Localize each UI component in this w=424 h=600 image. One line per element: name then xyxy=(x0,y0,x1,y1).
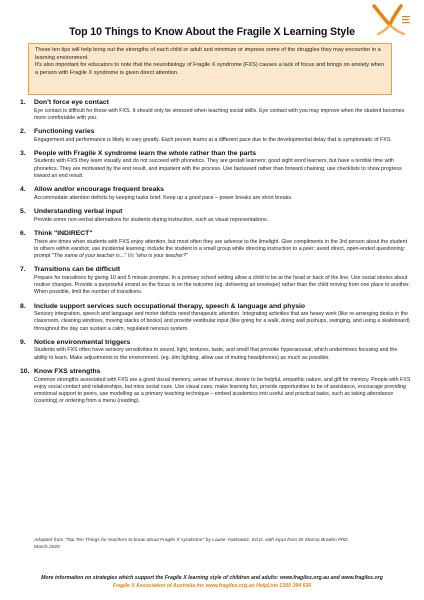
tip-number: 10. xyxy=(20,368,30,376)
tip-item-5 xyxy=(20,207,412,224)
tip-body: Prepare for transitions by giving 10 and 5 minute prompts. In a primary school setting allow a child to be at the head or back of the line. Use social stories about routine changes. Provide a purposeful errand so the focus is on the outcome (eg. delivering an envelope) rather than the child moving from one place to another. When possible, limit the number of transitions. xyxy=(34,274,411,296)
footer-info: More informaiton on strategies which support the Fragile X learning style of children and adults: www.fragilex.org.au and www.fragilex.org xyxy=(41,575,383,581)
tip-heading: Think "INDIRECT" xyxy=(34,230,93,238)
tip-body-text: There are times when students with FXS enjoy attention, but most often they are adverse to the limelight. Give compliments in the 3rd person about the student to others within earshot; use incidental learning; include the student in a small group while directing instruction to a peer; avoid direct, open-ended questioning: prompt xyxy=(34,238,408,259)
tip-heading: Notice environmental triggers xyxy=(34,338,131,346)
tips-list xyxy=(20,98,412,411)
tip-heading: Understanding verbal input xyxy=(34,208,123,216)
tip-body: Provide some non-verbal alternatives for students during instruction, such as visual representations. xyxy=(34,216,269,223)
tip-item-8 xyxy=(20,302,412,333)
tip-heading: Allow and/or encourage frequent breaks xyxy=(34,186,164,194)
credit-note xyxy=(34,538,404,551)
tip-heading: Know FXS strengths xyxy=(34,368,101,376)
tip-item-4 xyxy=(20,185,412,202)
tip-body: Accommodate attention deficits by keeping tasks brief. Keep up a good pace – power breaks are short breaks. xyxy=(34,194,293,201)
tip-heading: Transitions can be difficult xyxy=(34,266,121,274)
tip-body-italic: "The name of your teacher is..." Vs "who is your teacher?" xyxy=(51,252,188,259)
tip-heading: Functioning varies xyxy=(34,128,95,136)
tip-body: Students with FXS often have sensory sensitivities to sound, light, textures, taste, and smell that provoke hyperarousal, which undermines focusing and the ability to learn. Make adjustments to the environment. (eg. dim lighting, allow use of muting headphones) as much as possible. xyxy=(34,347,398,361)
tip-number: 3. xyxy=(20,149,26,157)
tip-item-6 xyxy=(20,229,412,260)
tip-body: Sensory integration, speech and language and motor deficits need therapeutic attention. Integrating activities that are heavy work (like re-arranging desks in the classroom, cleaning windows, moving stacks of books) and provide vestibular input (like going for a walk, doing wall pushups, swinging, and using a skateboard) throughout the day can sustain a calm, regulated nervous system. xyxy=(34,311,410,332)
tip-body: Eye contact is difficult for those with FXS. It should only be stressed when teaching social skills. Eye contact with you may improve when the student becomes more comfortable with you. xyxy=(34,107,405,121)
tip-number: 5. xyxy=(20,208,26,216)
intro-text-2: It's also important for educators to note that the neurobiology of Fragile X syndrome (FXS) causes a lack of focus and brings on anxiety when a person with Fragile X syndrome is given direct attention. xyxy=(35,62,384,76)
tip-heading: People with Fragile X syndrome learn the whole rather than the parts xyxy=(34,149,257,157)
tip-body: Students with FXS they learn visually and do not succeed with phonetics. They are gestalt learners; good sight word learners, but have a terrible time with phonetics. They are motivated by the end result, and impatient with the process. Use backward rather than forward chaining; use checklists to show progress toward an end result. xyxy=(34,158,402,179)
tip-body: Engagement and performance is likely to vary greatly. Each person learns at a different pace due to the developmental delay that is symptomatic of FXS. xyxy=(34,136,392,143)
tip-number: 6. xyxy=(20,230,26,238)
tip-item-3 xyxy=(20,149,412,180)
tip-heading: Don't force eye contact xyxy=(34,99,109,106)
intro-box xyxy=(28,43,392,95)
footer-association: Fragile X Association of Australia Inc www.fragilex.org.au HelpLine 1300 394 636 xyxy=(112,583,312,589)
tip-number: 8. xyxy=(20,302,26,310)
tip-item-9 xyxy=(20,338,412,362)
tip-item-1 xyxy=(20,98,412,122)
tip-number: 4. xyxy=(20,186,26,194)
intro-text-1: These ten tips will help bring out the strengths of each child or adult and minimize or improve some of the struggles they may encounter in a learning environment. xyxy=(35,47,381,61)
tip-item-7 xyxy=(20,265,412,296)
tip-item-2 xyxy=(20,127,412,144)
tip-item-10 xyxy=(20,367,412,405)
tip-number: 9. xyxy=(20,338,26,346)
page-title: Top 10 Things to Know About the Fragile X Learning Style xyxy=(69,26,355,38)
tip-number: 2. xyxy=(20,128,26,136)
tip-body xyxy=(34,239,412,261)
credit-date: March 2020 xyxy=(34,544,60,550)
tip-body: Common strengths associated with FXS are a good visual memory, sense of humour, desire to be helpful, empathic nature, and gift for mimicry. People with FXS enjoy social contact and relationships, but miss social cues. Use visual cues, make learning fun, provide opportunities to be of assistance, encourage providing emotional support to peers, use modelling as a primary teaching technique – embed academics into useful and practical tasks, such as taking attendance (counting) or ordering from a menu (reading). xyxy=(34,376,411,405)
credit-line: Adapted from "Top Ten Things for teachers to know about Fragile X syndrome" by Laurie Yankowitz, Ed.D. with input from Dr Marcia Braden PhD xyxy=(34,538,348,543)
tip-number: 7. xyxy=(20,266,26,274)
tip-heading: Include support services such occupational therapy, speech & language and physio xyxy=(34,302,306,310)
tip-number: 1. xyxy=(20,99,26,106)
